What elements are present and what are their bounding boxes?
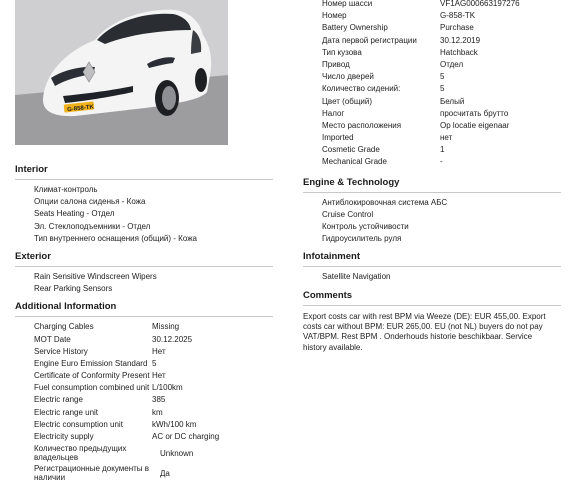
spec-row	[303, 10, 561, 22]
spec-row	[303, 22, 561, 34]
list-item: Seats Heating - Отдел	[34, 209, 115, 219]
spec-value: kWh/100 km	[152, 419, 197, 429]
spec-value: km	[152, 407, 163, 417]
spec-row	[303, 96, 561, 108]
spec-label: Electric consumption unit	[34, 419, 123, 429]
spec-row	[303, 156, 561, 168]
spec-label: Engine Euro Emission Standard	[34, 358, 148, 368]
spec-label: Число дверей	[322, 72, 374, 82]
list-item: Тип внутреннего оснащения (общий) - Кожа	[34, 233, 197, 243]
spec-value: нет	[440, 133, 453, 143]
spec-value: Op locatie eigenaar	[440, 120, 510, 130]
spec-row	[15, 370, 273, 382]
spec-label: Номер	[322, 11, 347, 21]
spec-row	[15, 463, 273, 483]
spec-row	[303, 35, 561, 47]
spec-row	[15, 321, 273, 333]
spec-label: Количество сидений:	[322, 84, 401, 94]
spec-label: Electric range unit	[34, 407, 99, 417]
spec-label: Тип кузова	[322, 47, 362, 57]
spec-value: 5	[440, 84, 445, 94]
spec-label: Fuel consumption combined unit	[34, 383, 150, 393]
exterior-section	[15, 251, 273, 295]
spec-label: Налог	[322, 108, 345, 118]
list-item: Климат-контроль	[34, 185, 98, 194]
spec-row	[15, 346, 273, 358]
spec-row	[15, 358, 273, 370]
comments-text: Export costs car with rest BPM via Weeze (DE): EUR 455,00. Export costs car without BPM: EUR 265,00. EU (not NL) buyers do not pay VAT/BPM. Rest BPM . Onderhouds historie beschikbaar. Service history available.	[303, 311, 546, 352]
spec-value: Отдел	[440, 59, 464, 69]
section-title-interior: Interior	[15, 164, 273, 180]
spec-value: Белый	[440, 96, 465, 106]
spec-label: Цвет (общий)	[322, 96, 373, 106]
infotainment-section	[303, 251, 561, 283]
spec-row	[303, 144, 561, 156]
section-title-engine: Engine & Technology	[303, 177, 561, 193]
car-photo[interactable]	[15, 0, 228, 145]
list-item: Cruise Control	[322, 209, 374, 219]
list-item: Эл. Стеклоподъемники - Отдел	[34, 221, 151, 231]
list-item: Антиблокировочная система АБС	[322, 197, 448, 207]
spec-label: Cosmetic Grade	[322, 145, 380, 155]
spec-value: 385	[152, 395, 166, 405]
spec-label: Mechanical Grade	[322, 157, 387, 167]
list-item: Контроль устойчивости	[322, 222, 409, 231]
spec-row	[15, 443, 273, 463]
list-item: Rear Parking Sensors	[34, 284, 113, 294]
list-item: Satellite Navigation	[322, 272, 391, 282]
list-item: Гидроусилитель руля	[322, 234, 402, 244]
interior-list	[15, 180, 273, 245]
spec-label: Дата первой регистрации	[322, 35, 417, 45]
spec-value: 5	[440, 72, 445, 82]
spec-label: Service History	[34, 346, 88, 356]
spec-value: Unknown	[160, 448, 194, 458]
spec-label: Certificate of Conformity Present	[34, 371, 150, 381]
spec-value: Нет	[152, 371, 166, 381]
spec-label: Номер шасси	[322, 0, 373, 8]
spec-row	[15, 419, 273, 431]
spec-label: Место расположения	[322, 120, 402, 130]
section-title-exterior: Exterior	[15, 251, 273, 267]
spec-row	[15, 394, 273, 406]
section-title-infotainment: Infotainment	[303, 251, 561, 267]
spec-label: MOT Date	[34, 334, 71, 344]
spec-label: Регистрационные документы в наличии	[34, 464, 150, 483]
spec-value: 5	[152, 358, 157, 368]
list-item: Опции салона сиденья - Кожа	[34, 197, 146, 207]
spec-row	[303, 47, 561, 59]
additional-info-table	[15, 317, 273, 483]
spec-row	[303, 108, 561, 120]
spec-label: Привод	[322, 59, 350, 69]
spec-label: Charging Cables	[34, 322, 94, 332]
spec-value: Missing	[152, 322, 180, 332]
infotainment-list	[303, 267, 561, 283]
engine-list	[303, 193, 561, 246]
comments-section	[303, 290, 561, 354]
spec-value: 1	[440, 145, 445, 155]
exterior-list	[15, 267, 273, 295]
section-title-additional: Additional Information	[15, 301, 273, 317]
spec-value: Нет	[152, 346, 166, 356]
spec-label: Количество предыдущих владельцев	[34, 444, 127, 463]
additional-info-section	[15, 301, 273, 483]
car-illustration	[15, 0, 228, 145]
plate-text: G-858-TK	[66, 104, 95, 114]
spec-value: 30.12.2019	[440, 35, 481, 45]
spec-row	[303, 120, 561, 132]
spec-value: -	[440, 157, 443, 167]
spec-value: просчитать брутто	[440, 108, 509, 118]
spec-label: Battery Ownership	[322, 23, 388, 33]
spec-value: 30.12.2025	[152, 334, 193, 344]
spec-label: Electric range	[34, 395, 83, 405]
spec-row	[303, 71, 561, 83]
interior-section	[15, 164, 273, 245]
spec-row	[303, 0, 561, 10]
spec-row	[303, 59, 561, 71]
engine-technology-section	[303, 177, 561, 246]
spec-label: Electricity supply	[34, 432, 94, 441]
vehicle-specs-table	[303, 0, 561, 169]
spec-row	[15, 431, 273, 443]
spec-value: Hatchback	[440, 47, 478, 57]
spec-row	[15, 334, 273, 346]
spec-row	[303, 83, 561, 95]
spec-value: L/100km	[152, 383, 183, 393]
spec-value: Да	[160, 468, 170, 478]
list-item: Rain Sensitive Windscreen Wipers	[34, 271, 157, 281]
spec-value: Purchase	[440, 23, 474, 33]
section-title-comments: Comments	[303, 290, 561, 306]
spec-value: G-858-TK	[440, 11, 476, 21]
spec-label: Imported	[322, 133, 354, 143]
spec-row	[15, 382, 273, 394]
spec-row	[303, 132, 561, 144]
spec-value: VF1AG000663197276	[440, 0, 520, 8]
spec-row	[15, 407, 273, 419]
spec-value: AC or DC charging	[152, 432, 220, 441]
